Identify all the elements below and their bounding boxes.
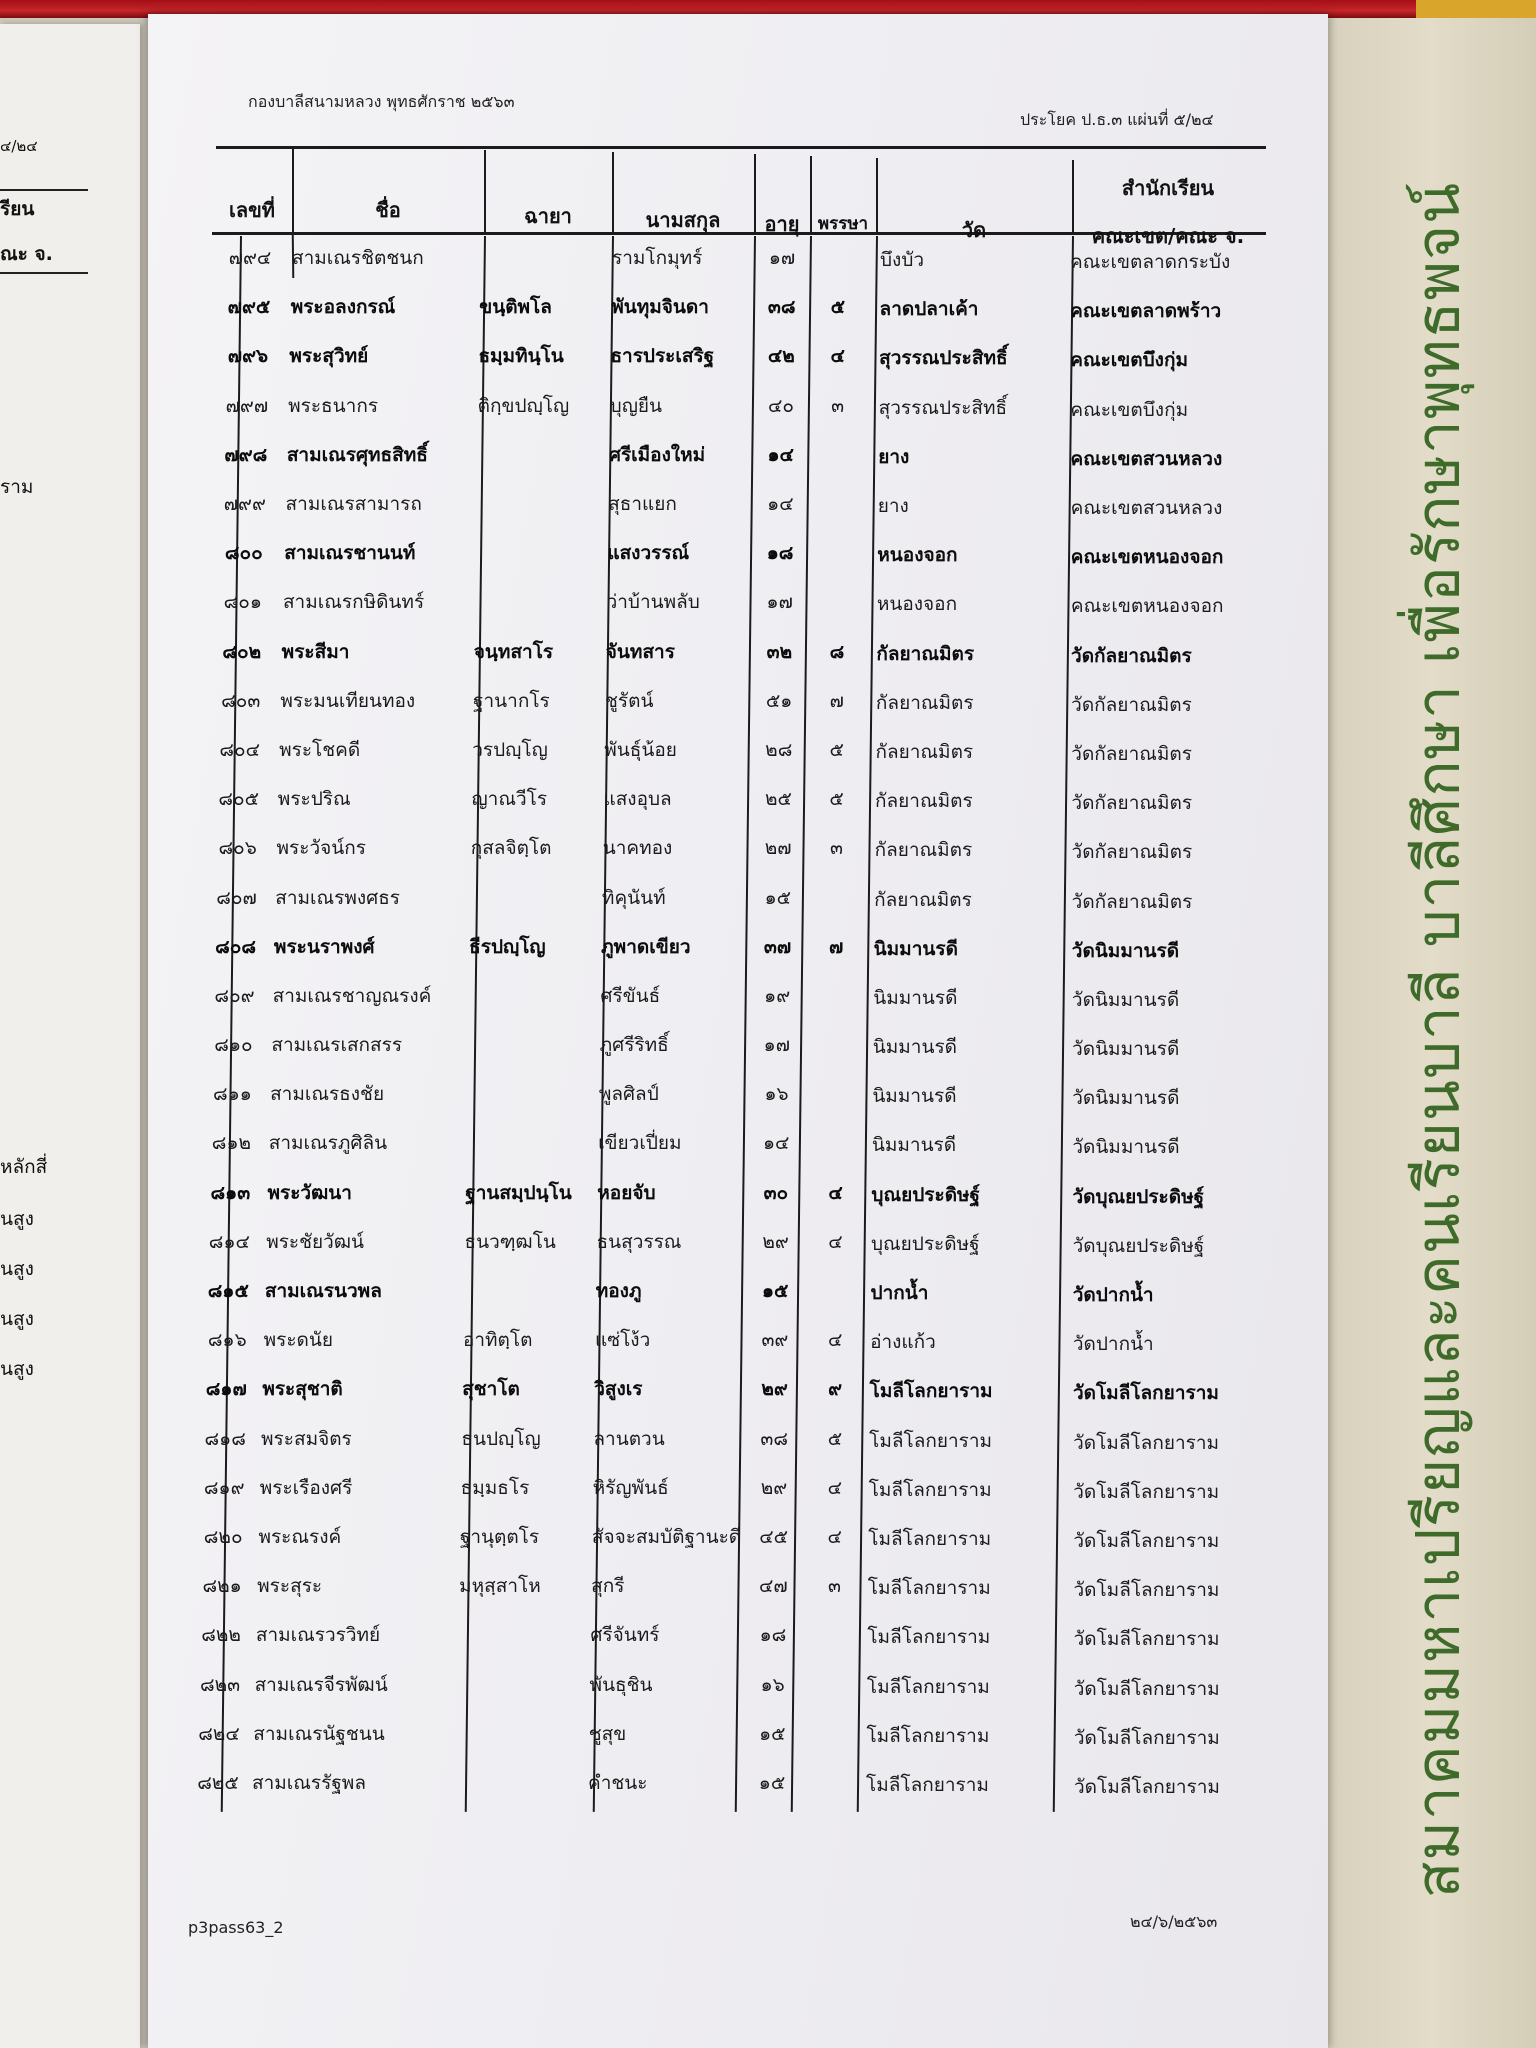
row-temple: ลาดปลาเค้า xyxy=(879,298,979,321)
row-age: ๑๕ xyxy=(758,1772,786,1794)
row-vassa: ๔ xyxy=(827,1526,842,1549)
row-age: ๔๒ xyxy=(767,345,795,368)
row-number: ๘๑๘ xyxy=(204,1427,246,1450)
row-age: ๔๕ xyxy=(759,1526,788,1549)
row-name: สามเณรพงศธร xyxy=(275,886,400,909)
row-age: ๑๗ xyxy=(766,591,793,614)
row-number: ๘๑๑ xyxy=(213,1083,252,1106)
row-number: ๗๙๙ xyxy=(223,492,266,515)
row-age: ๔๐ xyxy=(768,394,795,417)
row-school: วัดโมลีโลกยาราม xyxy=(1073,1677,1220,1700)
row-name: พระธนากร xyxy=(288,394,379,417)
row-name: สามเณรภูศิลิน xyxy=(268,1132,388,1155)
row-age: ๑๕ xyxy=(759,1722,786,1745)
column-header-temple: วัด xyxy=(961,218,987,242)
row-school: วัดกัลยาณมิตร xyxy=(1071,890,1193,913)
row-vassa: ๘ xyxy=(829,640,845,663)
left-sheet-row-fragment: นสูง xyxy=(0,1358,34,1380)
left-adjacent-sheet xyxy=(0,24,140,2048)
row-number: ๘๑๐ xyxy=(214,1034,253,1057)
row-surname: ทองภู xyxy=(595,1280,642,1303)
row-vassa: ๔ xyxy=(827,1329,843,1352)
row-number: ๗๙๘ xyxy=(224,443,268,466)
row-school: คณะเขตสวนหลวง xyxy=(1070,447,1223,470)
row-monastic-name: อาทิตฺโต xyxy=(462,1329,533,1352)
row-number: ๘๐๕ xyxy=(218,788,259,811)
row-age: ๑๕ xyxy=(761,1280,789,1303)
row-name: สามเณรวรวิทย์ xyxy=(255,1624,381,1647)
row-number: ๘๑๒ xyxy=(211,1132,252,1155)
row-number: ๘๐๒ xyxy=(222,640,262,663)
row-age: ๑๘ xyxy=(766,542,794,565)
row-surname: แสงอุบล xyxy=(603,788,672,811)
row-school: วัดบุณยประดิษฐ์ xyxy=(1072,1185,1205,1208)
row-surname: ธนสุวรรณ xyxy=(596,1230,682,1253)
row-temple: ปากน้ำ xyxy=(870,1282,929,1305)
row-age: ๒๘ xyxy=(765,738,793,761)
row-number: ๘๑๕ xyxy=(207,1280,249,1303)
row-age: ๑๔ xyxy=(762,1132,790,1155)
row-surname: บุญยืน xyxy=(609,394,663,417)
row-name: พระสุชาติ xyxy=(262,1378,343,1401)
row-number: ๘๑๔ xyxy=(208,1230,250,1253)
row-temple: โมลีโลกยาราม xyxy=(866,1724,990,1747)
row-temple: นิมมานรดี xyxy=(873,986,958,1009)
row-age: ๑๔ xyxy=(767,492,794,515)
left-sheet-row-fragment: นสูง xyxy=(0,1308,34,1330)
row-school: คณะเขตบึงกุ่ม xyxy=(1070,398,1189,421)
row-vassa: ๕ xyxy=(827,1427,843,1450)
row-school: วัดนิมมานรดี xyxy=(1072,1136,1180,1159)
column-header-no: เลขที่ xyxy=(229,198,275,222)
row-name: สามเณรศุทธสิทธิ์ xyxy=(286,443,428,466)
row-number: ๘๑๗ xyxy=(205,1378,247,1401)
row-surname: พันทุมจินดา xyxy=(611,296,709,319)
footer-date: ๒๔/๖/๒๕๖๓ xyxy=(1130,1912,1218,1931)
row-temple: โมลีโลกยาราม xyxy=(867,1577,991,1600)
row-name: สามเณรเสกสรร xyxy=(271,1034,403,1057)
row-school: คณะเขตหนองจอก xyxy=(1070,595,1224,618)
row-monastic-name: ธีรปญฺโญ xyxy=(469,935,546,958)
left-sheet-col-fragment-2: ณะ จ. xyxy=(0,243,53,265)
row-age: ๓๐ xyxy=(763,1181,789,1204)
row-school: วัดโมลีโลกยาราม xyxy=(1073,1726,1220,1749)
row-surname: หิรัญพันธ์ xyxy=(592,1476,669,1499)
row-monastic-name: สุชาโต xyxy=(462,1378,520,1401)
left-sheet-row-fragment: หลักสี่ xyxy=(0,1156,48,1178)
row-number: ๘๒๑ xyxy=(202,1575,242,1598)
row-vassa: ๙ xyxy=(828,1378,842,1401)
row-school: คณะเขตสวนหลวง xyxy=(1070,496,1223,519)
row-surname: จันทสาร xyxy=(605,640,675,663)
row-school: วัดนิมมานรดี xyxy=(1071,939,1180,962)
row-school: วัดโมลีโลกยาราม xyxy=(1073,1579,1220,1602)
row-surname: ศรีเมืองใหม่ xyxy=(608,443,706,466)
row-number: ๗๙๖ xyxy=(227,345,269,368)
column-header-school: สำนักเรียน xyxy=(1121,176,1215,200)
row-name: สามเณรสามารถ xyxy=(285,492,422,515)
row-temple: โมลีโลกยาราม xyxy=(866,1675,990,1698)
row-surname: ภูพาดเขียว xyxy=(601,935,691,958)
row-temple: หนองจอก xyxy=(876,593,958,616)
row-surname: แสงวรรณ์ xyxy=(607,542,690,565)
row-surname: ชูสุข xyxy=(588,1722,627,1745)
row-school: คณะเขตลาดกระบัง xyxy=(1070,251,1231,273)
row-temple: กัลยาณมิตร xyxy=(875,740,974,763)
row-monastic-name: ฐานสมฺปนฺโน xyxy=(465,1181,572,1204)
row-age: ๒๙ xyxy=(761,1378,788,1401)
row-age: ๕๑ xyxy=(765,689,793,712)
row-surname: ภูศรีริทธิ์ xyxy=(599,1034,669,1057)
row-name: สามเณรชานนท์ xyxy=(284,542,416,565)
row-number: ๘๐๔ xyxy=(219,738,260,761)
row-number: ๘๐๐ xyxy=(224,542,263,565)
left-sheet-row-fragment: นสูง xyxy=(0,1208,34,1230)
row-number: ๘๐๓ xyxy=(221,689,261,712)
row-surname: ศรีจันทร์ xyxy=(590,1624,660,1647)
column-header-name: ชื่อ xyxy=(375,198,401,222)
row-number: ๗๙๔ xyxy=(228,247,272,269)
row-number: ๘๒๔ xyxy=(198,1722,240,1745)
row-temple: โมลีโลกยาราม xyxy=(868,1528,992,1551)
row-age: ๑๗ xyxy=(768,247,796,269)
document-header-right: ประโยค ป.ธ.๓ แผ่นที่ ๕/๒๔ xyxy=(1020,110,1214,129)
row-school: วัดโมลีโลกยาราม xyxy=(1072,1382,1219,1405)
row-surname: รามโกมุทร์ xyxy=(612,247,703,269)
row-temple: บุณยประดิษฐ์ xyxy=(870,1232,980,1255)
row-age: ๑๖ xyxy=(760,1673,785,1696)
row-school: วัดกัลยาณมิตร xyxy=(1071,742,1192,765)
row-name: สามเณรชิตชนก xyxy=(292,247,424,269)
row-name: พระโชคดี xyxy=(279,738,361,761)
row-vassa: ๕ xyxy=(829,788,844,811)
row-name: สามเณรนวพล xyxy=(264,1280,382,1303)
column-header-monastic-name: ฉายา xyxy=(524,204,572,228)
row-number: ๗๙๕ xyxy=(227,296,271,319)
row-age: ๓๘ xyxy=(760,1427,789,1450)
row-number: ๗๙๗ xyxy=(225,394,269,417)
row-name: พระอลงกรณ์ xyxy=(290,296,396,319)
row-surname: สัจจะสมบัติฐานะดี xyxy=(591,1526,742,1549)
row-age: ๑๙ xyxy=(764,984,791,1007)
row-school: วัดบุณยประดิษฐ์ xyxy=(1072,1234,1205,1257)
row-school: วัดกัลยาณมิตร xyxy=(1071,792,1193,815)
row-temple: นิมมานรดี xyxy=(873,937,958,960)
watermark-vertical-title: สมาคมมหาเปรียญและคนเรียนบาลี บาลีศึกษา เพื่อรักษาพุทธพจน์ xyxy=(1403,181,1474,1899)
row-temple: ยาง xyxy=(877,494,909,517)
row-school: วัดปากน้ำ xyxy=(1072,1333,1154,1356)
row-number: ๘๑๙ xyxy=(203,1476,245,1499)
row-age: ๒๗ xyxy=(764,837,792,860)
row-name: สามเณรชาญณรงค์ xyxy=(272,984,432,1007)
row-age: ๑๗ xyxy=(763,1034,791,1057)
row-number: ๘๐๙ xyxy=(214,984,255,1007)
row-number: ๘๒๒ xyxy=(201,1624,241,1647)
row-surname: วิสูงเร xyxy=(594,1378,643,1401)
row-vassa: ๓ xyxy=(829,837,843,860)
row-temple: บึงบัว xyxy=(880,249,925,271)
row-name: สามเณรจีรพัฒน์ xyxy=(254,1673,388,1696)
row-surname: หอยจับ xyxy=(597,1181,656,1204)
column-header-surname: นามสกุล xyxy=(645,208,721,232)
row-age: ๒๙ xyxy=(762,1230,789,1253)
row-school: วัดนิมมานรดี xyxy=(1072,1087,1180,1110)
row-number: ๘๒๐ xyxy=(203,1526,243,1549)
row-name: สามเณรนัฐชนน xyxy=(253,1722,385,1745)
left-sheet-row-fragment: นสูง xyxy=(0,1258,34,1280)
row-monastic-name: ธนวฑฺฒโน xyxy=(464,1230,556,1253)
row-monastic-name: ขนฺติพโล xyxy=(479,296,552,319)
row-name: สามเณรกษิดินทร์ xyxy=(282,591,425,614)
row-surname: สุกรี xyxy=(591,1575,625,1598)
row-school: วัดโมลีโลกยาราม xyxy=(1073,1480,1220,1503)
row-temple: โมลีโลกยาราม xyxy=(867,1626,991,1649)
row-temple: กัลยาณมิตร xyxy=(874,888,972,911)
row-temple: สุวรรณประสิทธิ์ xyxy=(879,347,1008,370)
row-school: คณะเขตลาดพร้าว xyxy=(1070,300,1222,323)
document-header-left: กองบาลีสนามหลวง พุทธศักราช ๒๕๖๓ xyxy=(248,92,515,111)
row-monastic-name: ฐานากโร xyxy=(473,689,550,712)
row-school: วัดนิมมานรดี xyxy=(1071,988,1180,1011)
row-monastic-name: ฐานุตฺตโร xyxy=(459,1526,540,1549)
row-surname: สุธาแยก xyxy=(608,492,677,515)
row-age: ๓๒ xyxy=(766,640,793,663)
row-name: พระดนัย xyxy=(263,1329,334,1352)
row-vassa: ๕ xyxy=(830,296,846,319)
row-name: พระสีมา xyxy=(281,640,350,663)
row-age: ๑๔ xyxy=(767,443,794,466)
row-school: วัดกัลยาณมิตร xyxy=(1071,841,1193,864)
row-age: ๓๗ xyxy=(763,935,792,958)
column-header-age: อายุ xyxy=(764,212,800,236)
row-surname: ธารประเสริฐ xyxy=(610,345,715,368)
row-number: ๘๐๗ xyxy=(216,886,257,909)
row-surname: ลานตวน xyxy=(593,1427,665,1450)
row-surname: ว่าบ้านพลับ xyxy=(606,591,700,614)
row-surname: คำชนะ xyxy=(588,1772,648,1794)
row-surname: พูลศิลป์ xyxy=(598,1083,659,1106)
row-surname: พันธุ์น้อย xyxy=(604,738,677,761)
row-name: พระมนเทียนทอง xyxy=(280,689,416,712)
row-age: ๑๘ xyxy=(759,1624,787,1647)
row-name: พระเรืองศรี xyxy=(259,1476,353,1499)
row-name: พระวัจน์กร xyxy=(276,837,366,860)
row-temple: โมลีโลกยาราม xyxy=(868,1478,992,1501)
row-monastic-name: วรปญฺโญ xyxy=(472,738,548,761)
row-age: ๑๖ xyxy=(764,1083,789,1106)
row-temple: โมลีโลกยาราม xyxy=(869,1429,993,1452)
row-surname: แซ่โง้ว xyxy=(594,1329,651,1352)
row-temple: นิมมานรดี xyxy=(871,1134,957,1157)
row-surname: เขียวเปี่ยม xyxy=(598,1132,682,1155)
row-vassa: ๓ xyxy=(828,1575,842,1598)
row-school: วัดโมลีโลกยาราม xyxy=(1073,1431,1220,1454)
left-sheet-col-fragment-1: รียน xyxy=(0,198,35,220)
row-temple: กัลยาณมิตร xyxy=(875,790,973,813)
row-surname: นาคทอง xyxy=(602,837,673,860)
row-monastic-name: ธมฺมธโร xyxy=(460,1476,530,1499)
row-age: ๑๕ xyxy=(764,886,792,909)
row-name: พระวัฒนา xyxy=(267,1181,352,1204)
row-school: วัดปากน้ำ xyxy=(1072,1284,1154,1307)
row-school: วัดนิมมานรดี xyxy=(1072,1038,1180,1061)
row-vassa: ๔ xyxy=(830,345,845,368)
row-vassa: ๗ xyxy=(829,689,844,712)
row-surname: ทิคุนันท์ xyxy=(601,886,666,909)
row-name: สามเณรรัฐพล xyxy=(252,1772,366,1794)
row-name: พระปริณ xyxy=(277,788,351,811)
row-vassa: ๔ xyxy=(827,1476,842,1499)
row-school: วัดโมลีโลกยาราม xyxy=(1073,1530,1220,1553)
row-monastic-name: จนฺทสาโร xyxy=(473,640,554,663)
row-school: วัดโมลีโลกยาราม xyxy=(1074,1776,1220,1798)
row-name: พระสุระ xyxy=(257,1575,323,1598)
row-number: ๘๑๖ xyxy=(207,1329,247,1352)
row-name: พระชัยวัฒน์ xyxy=(266,1230,364,1253)
row-number: ๘๐๑ xyxy=(223,591,262,614)
row-temple: นิมมานรดี xyxy=(872,1036,958,1059)
row-number: ๘๒๕ xyxy=(197,1772,239,1794)
row-number: ๘๐๘ xyxy=(215,935,257,958)
row-temple: โมลีโลกยาราม xyxy=(869,1380,993,1403)
row-monastic-name: ติกฺขปญฺโญ xyxy=(477,394,570,417)
left-sheet-header-fragment: ๔/๒๔ xyxy=(0,137,38,155)
column-header-school-sub: คณะเขต/คณะ จ. xyxy=(1091,224,1245,248)
row-name: พระนราพงศ์ xyxy=(273,935,375,958)
row-age: ๓๙ xyxy=(761,1329,789,1352)
row-temple: สุวรรณประสิทธิ์ xyxy=(878,396,1008,419)
row-name: พระณรงค์ xyxy=(258,1526,342,1549)
row-number: ๘๒๓ xyxy=(199,1673,241,1696)
row-temple: กัลยาณมิตร xyxy=(874,839,973,862)
row-temple: นิมมานรดี xyxy=(872,1085,957,1108)
row-temple: กัลยาณมิตร xyxy=(875,691,974,714)
row-school: วัดโมลีโลกยาราม xyxy=(1073,1628,1220,1651)
row-monastic-name: กุสลจิตฺโต xyxy=(470,837,552,860)
row-surname: ศรีขันธ์ xyxy=(600,984,661,1007)
row-school: คณะเขตหนองจอก xyxy=(1070,546,1224,569)
row-number: ๘๐๖ xyxy=(218,837,257,860)
row-temple: ยาง xyxy=(878,445,910,468)
row-monastic-name: ธมฺมทินฺโน xyxy=(478,345,564,368)
left-sheet-rule xyxy=(0,272,88,274)
row-vassa: ๓ xyxy=(831,394,845,417)
row-monastic-name: ญาณวีโร xyxy=(471,788,548,811)
row-school: วัดกัลยาณมิตร xyxy=(1071,693,1192,716)
row-temple: โมลีโลกยาราม xyxy=(866,1774,989,1796)
left-sheet-row-fragment: ราม xyxy=(0,476,34,498)
row-monastic-name: ธนปญฺโญ xyxy=(461,1427,541,1450)
row-surname: ชูรัตน์ xyxy=(605,689,654,712)
row-temple: อ่างแก้ว xyxy=(870,1331,936,1354)
row-vassa: ๔ xyxy=(828,1230,843,1253)
row-vassa: ๔ xyxy=(828,1181,843,1204)
footer-file-code: p3pass63_2 xyxy=(188,1918,284,1937)
row-school: คณะเขตบึงกุ่ม xyxy=(1070,349,1188,372)
row-name: พระสมจิตร xyxy=(261,1427,352,1450)
row-age: ๓๘ xyxy=(767,296,796,319)
left-sheet-rule xyxy=(0,189,88,191)
column-header-vassa: พรรษา xyxy=(817,214,869,234)
row-school: วัดกัลยาณมิตร xyxy=(1071,644,1192,667)
row-temple: หนองจอก xyxy=(877,544,958,567)
row-surname: พันธุชิน xyxy=(589,1673,653,1696)
row-age: ๒๕ xyxy=(764,788,792,811)
row-temple: บุณยประดิษฐ์ xyxy=(871,1183,981,1206)
row-name: สามเณรธงชัย xyxy=(270,1083,385,1106)
row-monastic-name: มหุสฺสาโห xyxy=(459,1575,541,1598)
row-name: พระสุวิทย์ xyxy=(289,345,369,368)
row-age: ๒๙ xyxy=(760,1476,788,1499)
row-number: ๘๑๓ xyxy=(210,1181,251,1204)
row-vassa: ๕ xyxy=(829,738,844,761)
row-temple: กัลยาณมิตร xyxy=(876,642,975,665)
row-vassa: ๗ xyxy=(829,935,844,958)
row-age: ๔๗ xyxy=(758,1575,788,1598)
